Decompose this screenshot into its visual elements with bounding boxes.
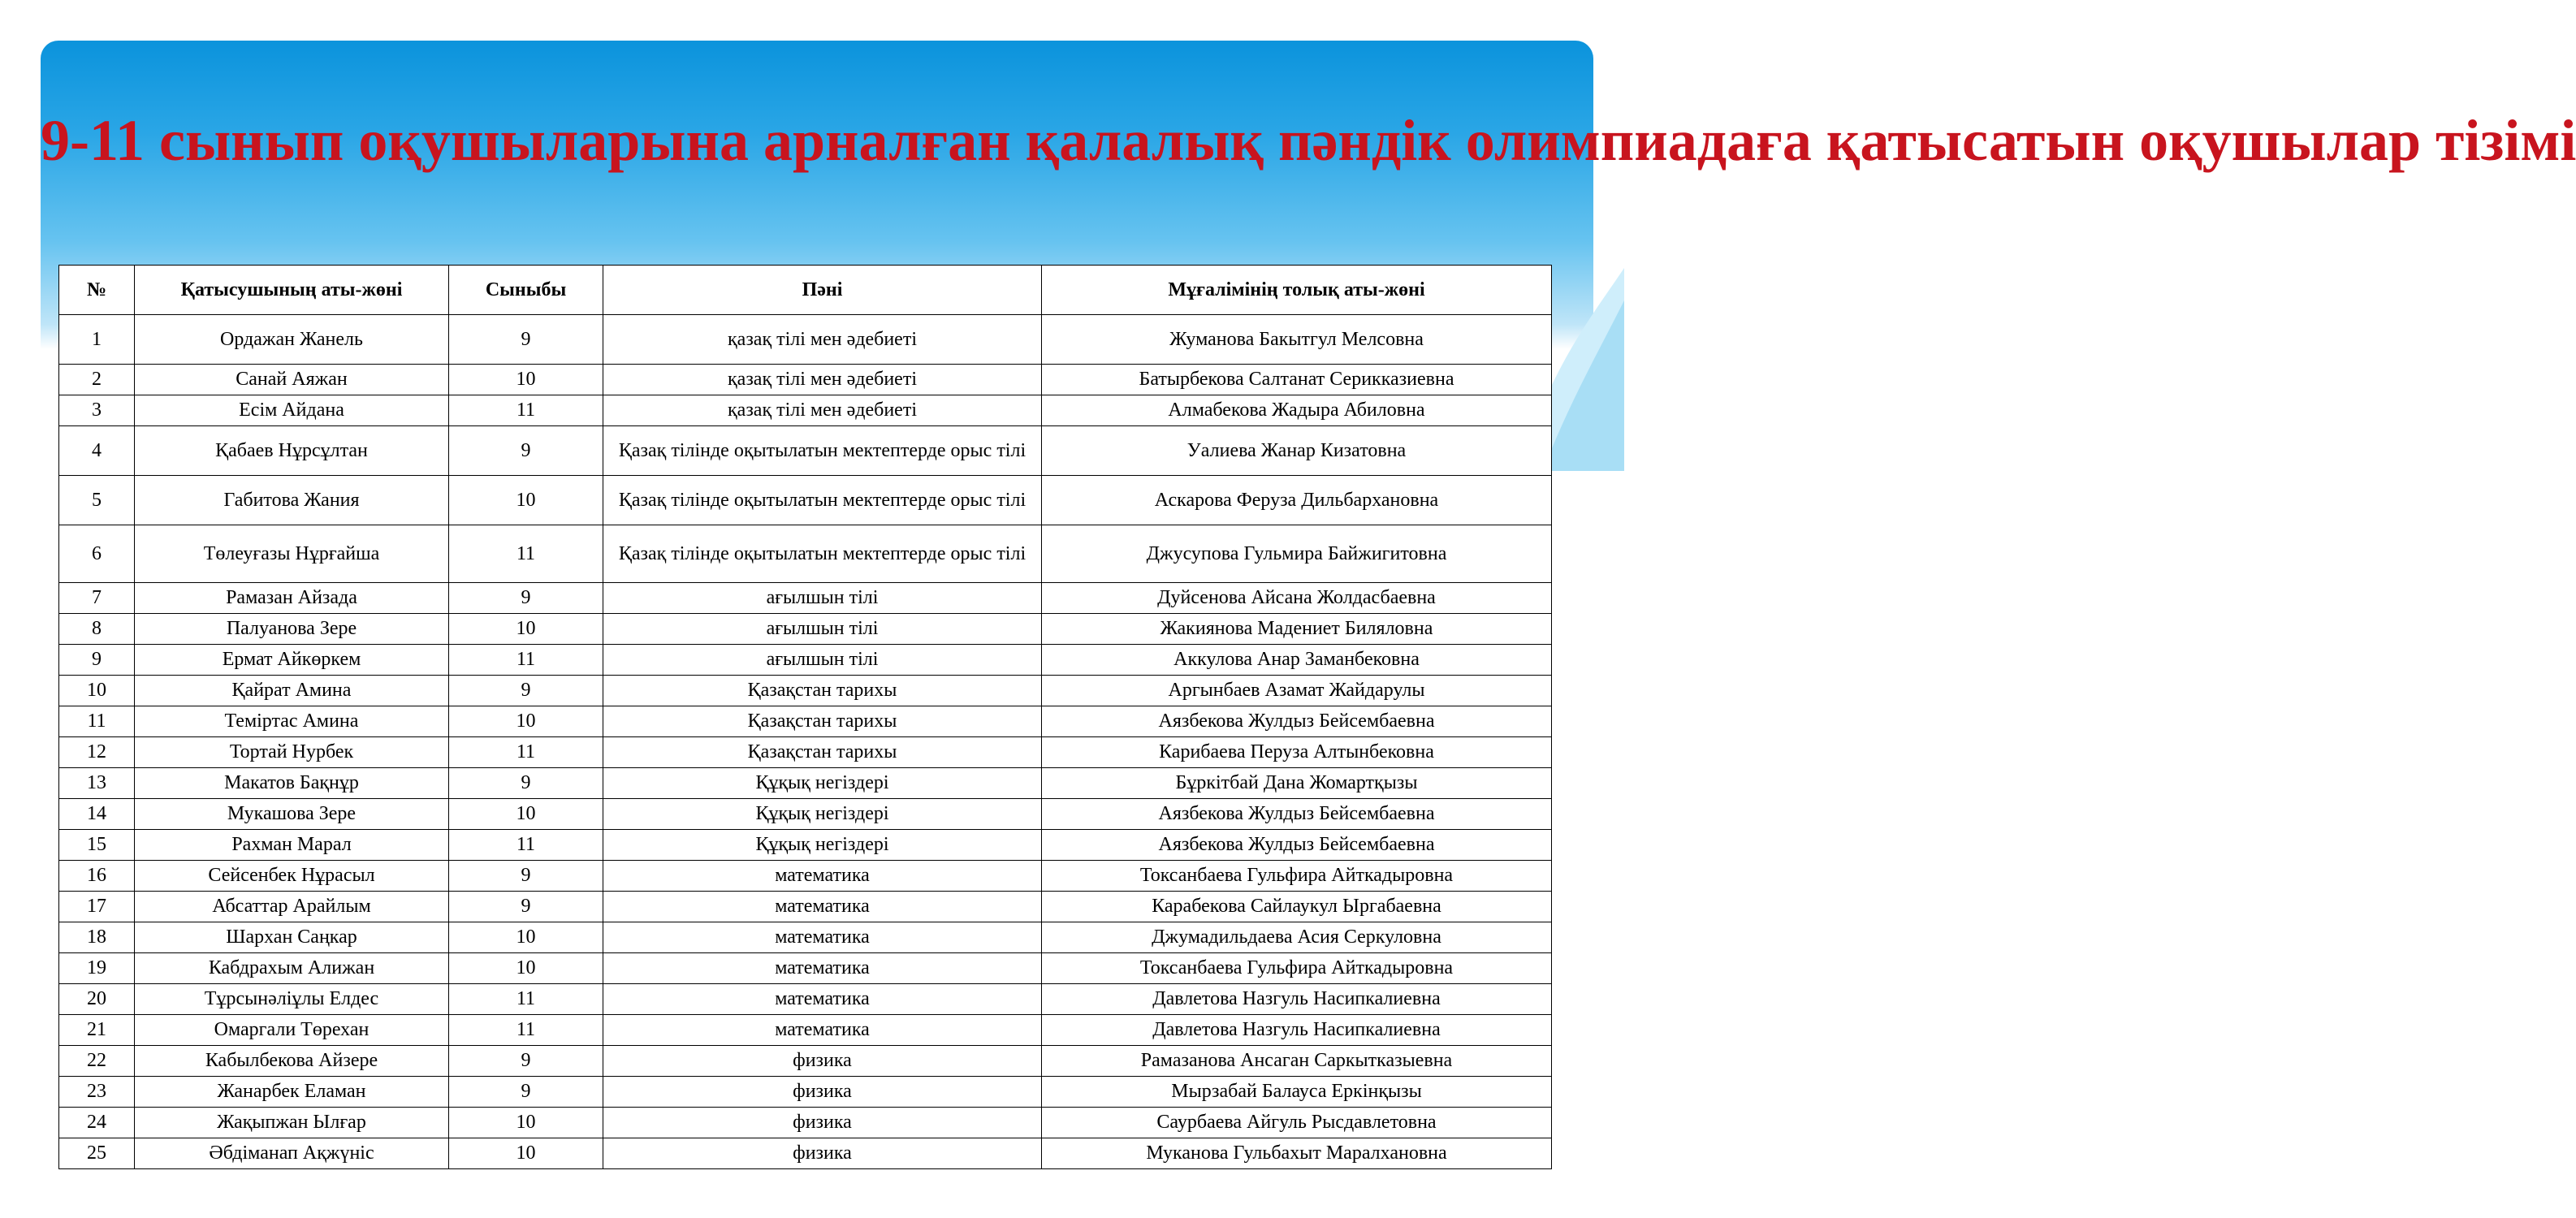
row-number-cell: 5	[59, 476, 135, 525]
grade-cell: 9	[449, 676, 603, 706]
table-row	[59, 476, 1552, 525]
teacher-name-cell: Аскарова Феруза Дильбархановна	[1042, 476, 1552, 525]
table-row	[59, 1077, 1552, 1108]
table-row	[59, 395, 1552, 426]
participant-name-cell: Қабаев Нұрсұлтан	[135, 426, 449, 476]
grade-cell: 9	[449, 426, 603, 476]
row-number-cell: 18	[59, 922, 135, 953]
teacher-name-cell: Давлетова Назгуль Насипкалиевна	[1042, 984, 1552, 1015]
participant-name-cell: Ермат Айкөркем	[135, 645, 449, 676]
table-row	[59, 1138, 1552, 1169]
subject-cell: математика	[603, 1015, 1042, 1046]
participant-name-cell: Палуанова Зере	[135, 614, 449, 645]
teacher-name-cell: Рамазанова Ансаган Саркытказыевна	[1042, 1046, 1552, 1077]
teacher-name-cell: Аккулова Анар Заманбековна	[1042, 645, 1552, 676]
row-number-cell: 14	[59, 799, 135, 830]
row-number-cell: 15	[59, 830, 135, 861]
table-row	[59, 830, 1552, 861]
teacher-name-cell: Аязбекова Жулдыз Бейсембаевна	[1042, 830, 1552, 861]
column-header-name: Қатысушының аты-жөні	[135, 266, 449, 315]
row-number-cell: 4	[59, 426, 135, 476]
grade-cell: 10	[449, 1138, 603, 1169]
subject-cell: ағылшын тілі	[603, 645, 1042, 676]
table-row	[59, 1046, 1552, 1077]
subject-cell: физика	[603, 1138, 1042, 1169]
teacher-name-cell: Карибаева Перуза Алтынбековна	[1042, 737, 1552, 768]
subject-cell: физика	[603, 1046, 1042, 1077]
participant-name-cell: Сейсенбек Нұрасыл	[135, 861, 449, 892]
participant-name-cell: Макатов Бақнұр	[135, 768, 449, 799]
participant-name-cell: Теміртас Амина	[135, 706, 449, 737]
grade-cell: 10	[449, 476, 603, 525]
row-number-cell: 24	[59, 1108, 135, 1138]
grade-cell: 10	[449, 953, 603, 984]
row-number-cell: 22	[59, 1046, 135, 1077]
teacher-name-cell: Давлетова Назгуль Насипкалиевна	[1042, 1015, 1552, 1046]
participant-name-cell: Ордажан Жанель	[135, 315, 449, 365]
participant-name-cell: Мукашова Зере	[135, 799, 449, 830]
subject-cell: физика	[603, 1077, 1042, 1108]
row-number-cell: 10	[59, 676, 135, 706]
participant-name-cell: Санай Аяжан	[135, 365, 449, 395]
row-number-cell: 1	[59, 315, 135, 365]
table-row	[59, 953, 1552, 984]
grade-cell: 10	[449, 706, 603, 737]
grade-cell: 9	[449, 892, 603, 922]
grade-cell: 10	[449, 614, 603, 645]
teacher-name-cell: Батырбекова Салтанат Серикказиевна	[1042, 365, 1552, 395]
grade-cell: 9	[449, 1046, 603, 1077]
column-header-grade: Сыныбы	[449, 266, 603, 315]
participant-name-cell: Рамазан Айзада	[135, 583, 449, 614]
table-row	[59, 768, 1552, 799]
subject-cell: Қазақстан тарихы	[603, 676, 1042, 706]
participant-name-cell: Жақыпжан Ылғар	[135, 1108, 449, 1138]
table-row	[59, 676, 1552, 706]
teacher-name-cell: Карабекова Сайлаукул Ыргабаевна	[1042, 892, 1552, 922]
participant-name-cell: Есім Айдана	[135, 395, 449, 426]
column-header-subject: Пәні	[603, 266, 1042, 315]
row-number-cell: 19	[59, 953, 135, 984]
grade-cell: 11	[449, 830, 603, 861]
column-header-number: №	[59, 266, 135, 315]
participant-name-cell: Абсаттар Арайлым	[135, 892, 449, 922]
grade-cell: 11	[449, 737, 603, 768]
subject-cell: математика	[603, 892, 1042, 922]
grade-cell: 9	[449, 315, 603, 365]
teacher-name-cell: Аязбекова Жулдыз Бейсембаевна	[1042, 706, 1552, 737]
participant-name-cell: Габитова Жания	[135, 476, 449, 525]
row-number-cell: 7	[59, 583, 135, 614]
row-number-cell: 3	[59, 395, 135, 426]
grade-cell: 9	[449, 768, 603, 799]
subject-cell: Құқық негіздері	[603, 830, 1042, 861]
table-row	[59, 922, 1552, 953]
table-row	[59, 426, 1552, 476]
subject-cell: Құқық негіздері	[603, 768, 1042, 799]
row-number-cell: 13	[59, 768, 135, 799]
teacher-name-cell: Муканова Гульбахыт Маралхановна	[1042, 1138, 1552, 1169]
row-number-cell: 16	[59, 861, 135, 892]
table-row	[59, 799, 1552, 830]
row-number-cell: 17	[59, 892, 135, 922]
subject-cell: ағылшын тілі	[603, 583, 1042, 614]
participant-name-cell: Тортай Нурбек	[135, 737, 449, 768]
subject-cell: қазақ тілі мен әдебиеті	[603, 315, 1042, 365]
participant-name-cell: Кабдрахым Алижан	[135, 953, 449, 984]
column-header-teacher: Мұғалімінің толық аты-жөні	[1042, 266, 1552, 315]
table-body	[59, 315, 1552, 1169]
row-number-cell: 20	[59, 984, 135, 1015]
subject-cell: Қазақстан тарихы	[603, 737, 1042, 768]
subject-cell: математика	[603, 861, 1042, 892]
row-number-cell: 6	[59, 525, 135, 583]
subject-cell: қазақ тілі мен әдебиеті	[603, 365, 1042, 395]
grade-cell: 11	[449, 645, 603, 676]
row-number-cell: 21	[59, 1015, 135, 1046]
participant-name-cell: Шархан Саңкар	[135, 922, 449, 953]
teacher-name-cell: Токсанбаева Гульфира Айткадыровна	[1042, 953, 1552, 984]
teacher-name-cell: Аязбекова Жулдыз Бейсембаевна	[1042, 799, 1552, 830]
participant-name-cell: Төлеуғазы Нұрғайша	[135, 525, 449, 583]
participant-name-cell: Әбдіманап Ақжүніс	[135, 1138, 449, 1169]
teacher-name-cell: Джусупова Гульмира Байжигитовна	[1042, 525, 1552, 583]
table-row	[59, 892, 1552, 922]
participants-table-container	[58, 265, 1551, 1169]
grade-cell: 9	[449, 583, 603, 614]
teacher-name-cell: Джумадильдаева Асия Серкуловна	[1042, 922, 1552, 953]
subject-cell: Қазақ тілінде оқытылатын мектептерде орыс тілі	[603, 525, 1042, 583]
row-number-cell: 9	[59, 645, 135, 676]
teacher-name-cell: Саурбаева Айгуль Рысдавлетовна	[1042, 1108, 1552, 1138]
grade-cell: 10	[449, 922, 603, 953]
table-row	[59, 614, 1552, 645]
table-row	[59, 583, 1552, 614]
table-row	[59, 1108, 1552, 1138]
grade-cell: 11	[449, 525, 603, 583]
row-number-cell: 2	[59, 365, 135, 395]
grade-cell: 11	[449, 1015, 603, 1046]
subject-cell: физика	[603, 1108, 1042, 1138]
participant-name-cell: Жанарбек Еламан	[135, 1077, 449, 1108]
participant-name-cell: Тұрсынәлiұлы Елдес	[135, 984, 449, 1015]
teacher-name-cell: Мырзабай Балауса Еркінқызы	[1042, 1077, 1552, 1108]
table-header-row	[59, 266, 1552, 315]
teacher-name-cell: Токсанбаева Гульфира Айткадыровна	[1042, 861, 1552, 892]
teacher-name-cell: Жакиянова Мадениет Биляловна	[1042, 614, 1552, 645]
grade-cell: 9	[449, 1077, 603, 1108]
subject-cell: қазақ тілі мен әдебиеті	[603, 395, 1042, 426]
teacher-name-cell: Уалиева Жанар Кизатовна	[1042, 426, 1552, 476]
grade-cell: 10	[449, 365, 603, 395]
participant-name-cell: Қайрат Амина	[135, 676, 449, 706]
table-row	[59, 645, 1552, 676]
page-title: 9-11 сынып оқушыларына арналған қалалық пәндік олимпиадаға қатысатын оқушылар тізімі	[41, 108, 2576, 173]
row-number-cell: 12	[59, 737, 135, 768]
table-row	[59, 737, 1552, 768]
subject-cell: ағылшын тілі	[603, 614, 1042, 645]
subject-cell: Құқық негіздері	[603, 799, 1042, 830]
row-number-cell: 11	[59, 706, 135, 737]
subject-cell: Қазақстан тарихы	[603, 706, 1042, 737]
row-number-cell: 8	[59, 614, 135, 645]
teacher-name-cell: Жуманова Бакытгул Мелсовна	[1042, 315, 1552, 365]
grade-cell: 11	[449, 395, 603, 426]
grade-cell: 11	[449, 984, 603, 1015]
teacher-name-cell: Алмабекова Жадыра Абиловна	[1042, 395, 1552, 426]
participant-name-cell: Омаргали Төрехан	[135, 1015, 449, 1046]
grade-cell: 10	[449, 1108, 603, 1138]
table-row	[59, 315, 1552, 365]
table-row	[59, 1015, 1552, 1046]
row-number-cell: 23	[59, 1077, 135, 1108]
subject-cell: математика	[603, 922, 1042, 953]
participants-table	[58, 265, 1552, 1169]
table-row	[59, 984, 1552, 1015]
table-row	[59, 525, 1552, 583]
table-row	[59, 861, 1552, 892]
subject-cell: математика	[603, 984, 1042, 1015]
subject-cell: математика	[603, 953, 1042, 984]
grade-cell: 9	[449, 861, 603, 892]
table-row	[59, 706, 1552, 737]
grade-cell: 10	[449, 799, 603, 830]
teacher-name-cell: Бұркітбай Дана Жомартқызы	[1042, 768, 1552, 799]
subject-cell: Қазақ тілінде оқытылатын мектептерде орыс тілі	[603, 476, 1042, 525]
participant-name-cell: Кабылбекова Айзере	[135, 1046, 449, 1077]
table-row	[59, 365, 1552, 395]
row-number-cell: 25	[59, 1138, 135, 1169]
teacher-name-cell: Аргынбаев Азамат Жайдарулы	[1042, 676, 1552, 706]
teacher-name-cell: Дуйсенова Айсана Жолдасбаевна	[1042, 583, 1552, 614]
subject-cell: Қазақ тілінде оқытылатын мектептерде орыс тілі	[603, 426, 1042, 476]
participant-name-cell: Рахман Марал	[135, 830, 449, 861]
